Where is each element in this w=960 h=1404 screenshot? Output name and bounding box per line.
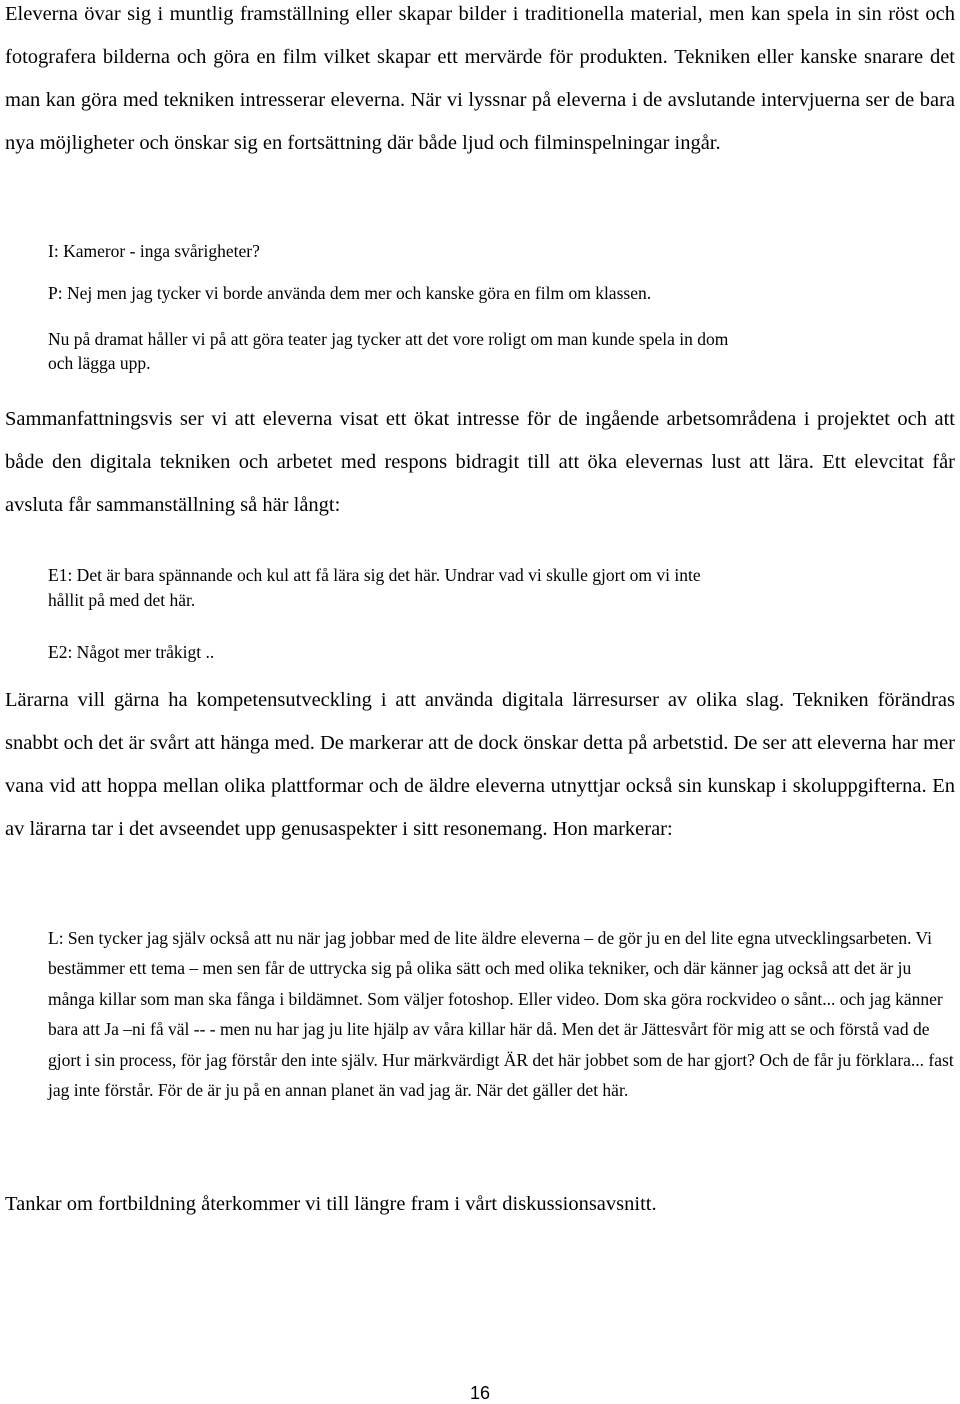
paragraph-further-training: Tankar om fortbildning återkommer vi till längre fram i vårt diskussionsavsnitt.	[5, 1193, 657, 1215]
paragraph-summary: Sammanfattningsvis ser vi att eleverna visat ett ökat intresse för de ingående arbetsområdena i projektet och att både den digitala tekniken och arbetet med respons bidragit till att öka elevernas lust att lära. Ett elevcitat får avsluta får sammanställning så här långt:	[5, 408, 955, 516]
interview-answer: P: Nej men jag tycker vi borde använda dem mer och kanske göra en film om klassen.	[48, 283, 652, 303]
interview-question: I: Kameror - inga svårigheter?	[48, 241, 260, 261]
interview-drama-line-2: och lägga upp.	[48, 353, 151, 373]
student-quote-e1-line-2: hållit på med det här.	[48, 590, 196, 610]
interview-drama-line-1: Nu på dramat håller vi på att göra teater jag tycker att det vore roligt om man kunde spela in dom	[48, 329, 729, 349]
paragraph-student-expression: Eleverna övar sig i muntlig framställning eller skapar bilder i traditionella material, men kan spela in sin röst och fotografera bilderna och göra en film vilket skapar ett mervärde för produkten. Tekniken eller kanske snarare det man kan göra med tekniken intresserar eleverna. När vi lyssnar på eleverna i de avslutande intervjuerna ser de bara nya möjligheter och önskar sig en fortsättning där både ljud och filminspelningar ingår.	[5, 3, 955, 154]
page-number: 16	[469, 1383, 491, 1403]
teacher-quote: L: Sen tycker jag själv också att nu när jag jobbar med de lite äldre eleverna – de gör ju en del lite egna utvecklingsarbeten. Vi bestämmer ett tema – men sen får de uttrycka sig på olika sätt och med olika tekniker, och där känner jag också att det är ju många killar som man ska fånga i bildämnet. Som väljer fotoshop. Eller video. Dom ska göra rockvideo o sånt... och jag känner bara att Ja –ni få väl -- - men nu har jag ju lite hjälp av våra killar här då. Men det är Jättesvårt för mig att se och förstå vad de gjort i sin process, för jag förstår den inte själv. Hur märkvärdigt ÄR det här jobbet som de har gjort? Och de får ju förklara... fast jag inte förstår. För de är ju på en annan planet än vad jag är. När det gäller det här.	[48, 928, 954, 1101]
paragraph-teachers: Lärarna vill gärna ha kompetensutveckling i att använda digitala lärresurser av olika slag. Tekniken förändras snabbt och det är svårt att hänga med. De markerar att de dock önskar detta på arbetstid. De ser att eleverna har mer vana vid att hoppa mellan olika plattformar och de äldre eleverna utnyttjar också sin kunskap i skoluppgifterna. En av lärarna tar i det avseendet upp genusaspekter i sitt resonemang. Hon markerar:	[5, 689, 955, 840]
student-quote-e2: E2: Något mer tråkigt ..	[48, 642, 215, 662]
student-quote-e1-line-1: E1: Det är bara spännande och kul att få lära sig det här. Undrar vad vi skulle gjort om vi inte	[48, 565, 701, 585]
